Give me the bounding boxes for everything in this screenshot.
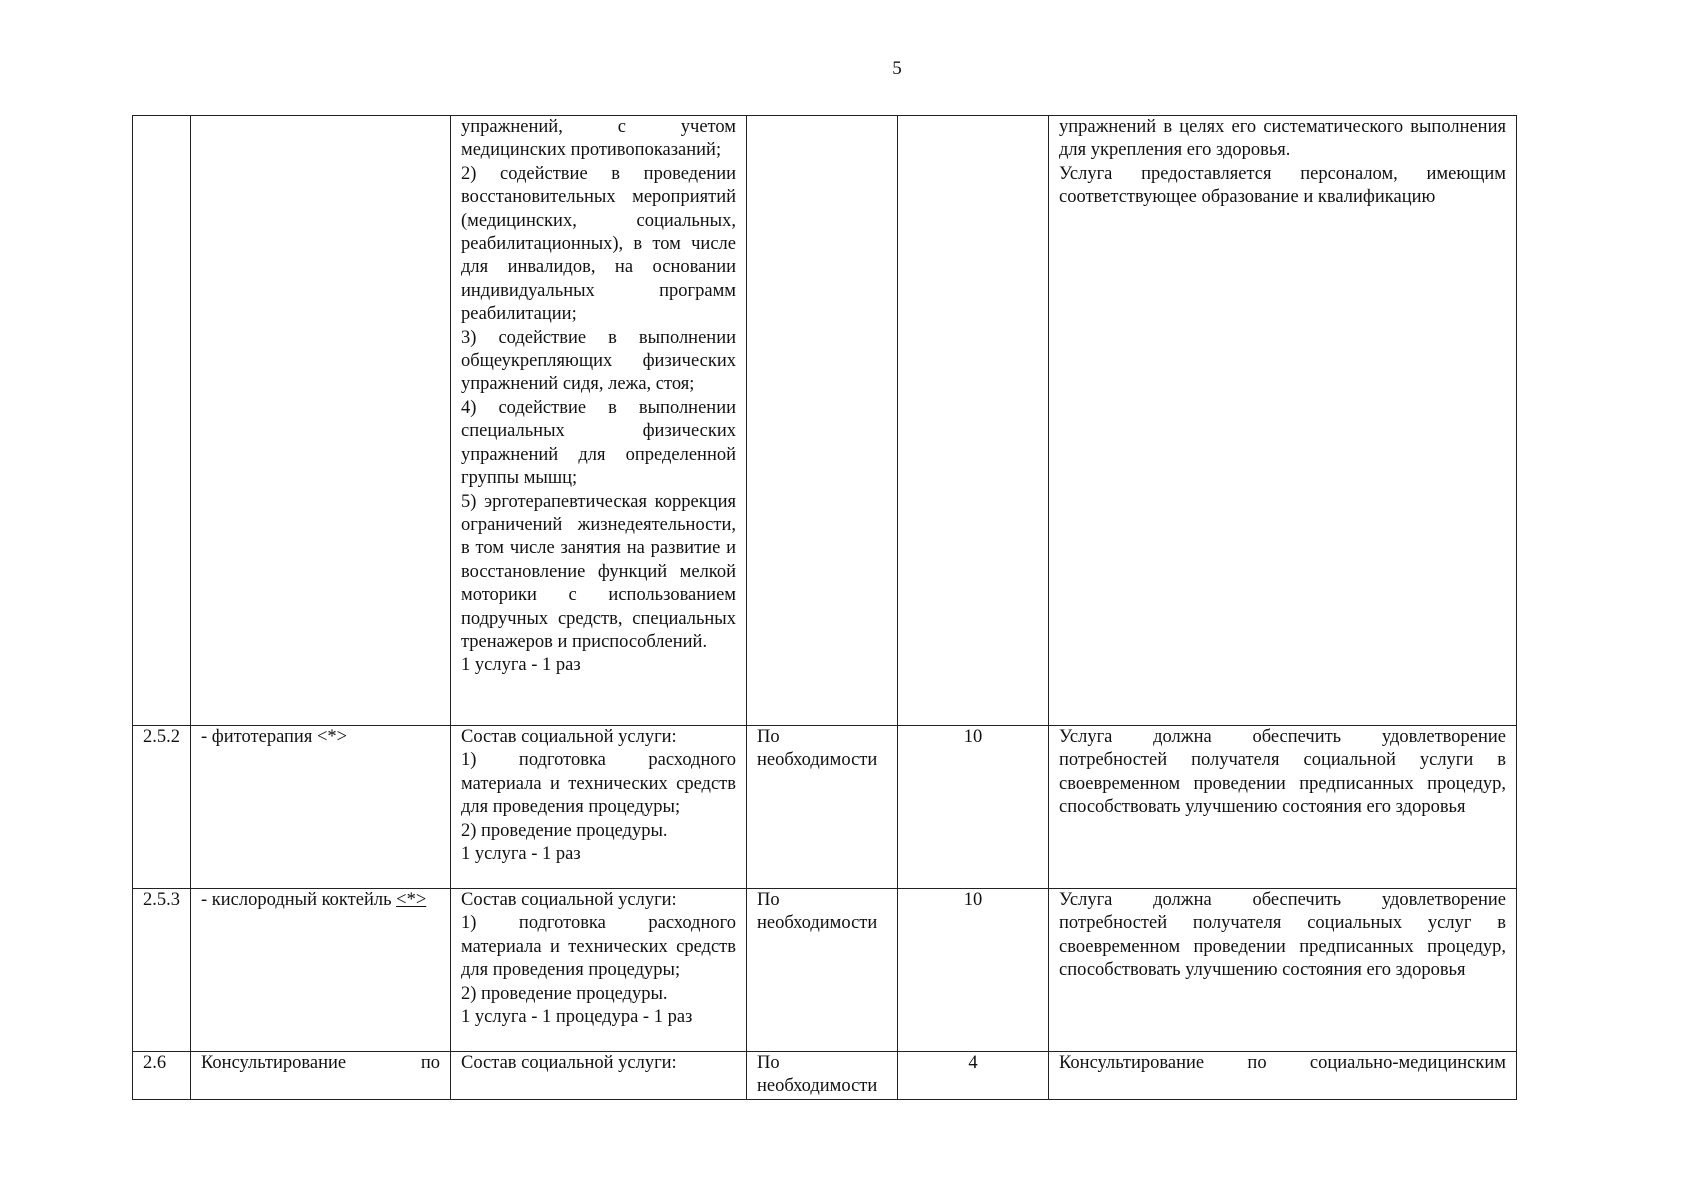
service-name-part: Консультирование [201,1053,347,1073]
service-name: - фитотерапия <*> [191,726,451,889]
content-line: упражнений, с учетом медицинских противопоказаний; [461,117,736,161]
content-line: 2) содействие в проведении восстановительных мероприятий (медицинских, социальных, реабилитационных), в том числе для инвалидов, на основании индивидуальных программ реабилитации; [461,163,736,325]
content-line: 1) подготовка расходного материала и технических средств для проведения процедуры; [461,913,736,981]
conditions-part: Консультирование [1059,1053,1205,1073]
service-conditions [1049,726,1517,889]
service-quantity: 10 [898,726,1049,889]
content-line: Состав социальной услуги: [461,1053,677,1073]
service-conditions [1049,1052,1517,1100]
service-quantity: 10 [898,889,1049,1052]
content-line: 5) эрготерапевтическая коррекция ограничений жизнедеятельности, в том числе занятия на развитие и восстановление функций мелкой моторики с использованием подручных средств, специальных тренажеров и приспособлений. [461,491,736,652]
page-number: 5 [892,58,902,79]
content-line: 4) содействие в выполнении специальных физических упражнений для определенной группы мышц; [461,397,736,489]
row-number: 2.5.2 [133,726,191,889]
table-row [133,726,1517,889]
conditions-line: Услуга должна обеспечить удовлетворение потребностей получателя социальных услуг в своевременном проведении предписанных процедур, способствовать улучшению состояния его здоровья [1059,890,1506,981]
service-name-part: по [420,1053,440,1073]
row-number: 2.5.3 [133,889,191,1052]
conditions-line: упражнений в целях его систематического выполнения для укрепления его здоровья. [1059,117,1506,161]
service-content [451,726,747,889]
content-line: 3) содействие в выполнении общеукрепляющих физических упражнений сидя, лежа, стоя; [461,327,736,395]
service-content [451,889,747,1052]
service-frequency: По необходимости [747,726,898,889]
service-content [451,116,747,726]
table-row [133,1052,1517,1100]
service-quantity [898,116,1049,726]
service-frequency: По необходимости [747,889,898,1052]
services-table [132,115,1517,1100]
table-row [133,116,1517,726]
conditions-line: Услуга должна обеспечить удовлетворение потребностей получателя социальной услуги в своевременном проведении предписанных процедур, способствовать улучшению состояния его здоровья [1059,727,1506,818]
content-line: 2) проведение процедуры. [461,820,668,841]
service-conditions [1049,889,1517,1052]
content-line: 1 услуга - 1 раз [461,844,581,865]
row-number [133,116,191,726]
service-conditions [1049,116,1517,726]
content-line: 2) проведение процедуры. [461,983,668,1004]
service-content [451,1052,747,1100]
conditions-line: Услуга предоставляется персоналом, имеющим соответствующее образование и квалификацию [1059,163,1506,208]
content-line: 1 услуга - 1 раз [461,655,581,676]
conditions-part: социально-медицинским [1309,1053,1506,1073]
content-line: Состав социальной услуги: [461,727,677,747]
service-quantity: 4 [898,1052,1049,1100]
conditions-part: по [1247,1053,1267,1073]
content-line: 1) подготовка расходного материала и технических средств для проведения процедуры; [461,750,736,818]
content-line: 1 услуга - 1 процедура - 1 раз [461,1007,693,1028]
service-name [191,1052,451,1100]
content-line: Состав социальной услуги: [461,890,677,910]
service-name [191,889,451,1052]
footnote-link[interactable]: <*> [396,890,427,910]
row-number: 2.6 [133,1052,191,1100]
service-frequency [747,116,898,726]
table-row [133,889,1517,1052]
service-name-text: - кислородный коктейль [201,890,397,910]
service-name [191,116,451,726]
service-frequency: По необходимости [747,1052,898,1100]
